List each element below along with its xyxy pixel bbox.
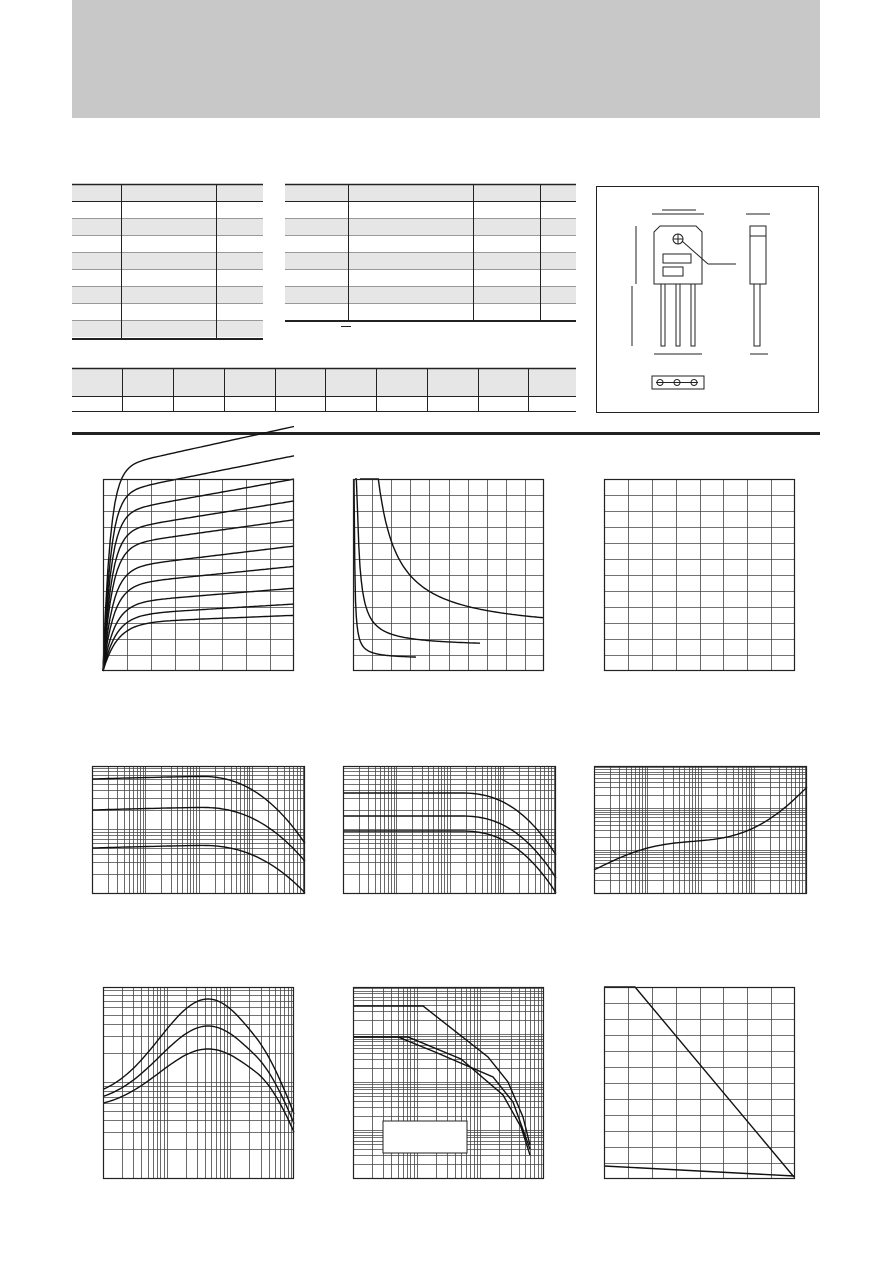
chart-ft-ie bbox=[103, 987, 294, 1179]
plot-frame bbox=[605, 988, 795, 1179]
output-curve bbox=[103, 456, 294, 671]
chart-ic-vce bbox=[103, 479, 294, 671]
chart-rth-t bbox=[594, 766, 807, 894]
chart-ic-vbe bbox=[604, 479, 795, 671]
saturation-curve bbox=[360, 479, 543, 618]
plot-frame bbox=[605, 480, 795, 671]
chart-vce-ib bbox=[353, 479, 544, 671]
saturation-curve bbox=[354, 479, 416, 657]
output-curve bbox=[103, 427, 294, 672]
hfe-curve bbox=[92, 777, 305, 844]
ft-curve bbox=[103, 1026, 294, 1124]
derating-line bbox=[604, 987, 794, 1177]
section-divider bbox=[72, 432, 820, 435]
derating-line bbox=[604, 1166, 794, 1176]
ft-curve bbox=[103, 999, 294, 1114]
output-curve bbox=[103, 546, 294, 671]
output-curve bbox=[103, 604, 294, 671]
chart-safe-operating-area bbox=[353, 987, 544, 1179]
hfe-temp-curve bbox=[343, 816, 556, 878]
chart-pc-ta bbox=[604, 987, 795, 1179]
output-curve bbox=[103, 479, 294, 671]
chart-hfe-ic-temperature bbox=[343, 766, 556, 894]
output-curve bbox=[103, 588, 294, 671]
plot-frame bbox=[104, 480, 294, 671]
hfe-temp-curve bbox=[343, 793, 556, 855]
package-drawing bbox=[596, 186, 819, 413]
header-banner bbox=[72, 0, 820, 118]
hfe-curve bbox=[92, 845, 305, 892]
chart-hfe-ic bbox=[92, 766, 305, 894]
hfe-curve bbox=[92, 807, 305, 861]
ratings-table bbox=[72, 184, 264, 342]
classification-table bbox=[72, 368, 578, 414]
ft-curve bbox=[103, 1049, 294, 1132]
electrical-table bbox=[285, 184, 577, 329]
legend-box bbox=[383, 1121, 467, 1153]
saturation-curve bbox=[355, 479, 480, 643]
output-curve bbox=[103, 501, 294, 671]
